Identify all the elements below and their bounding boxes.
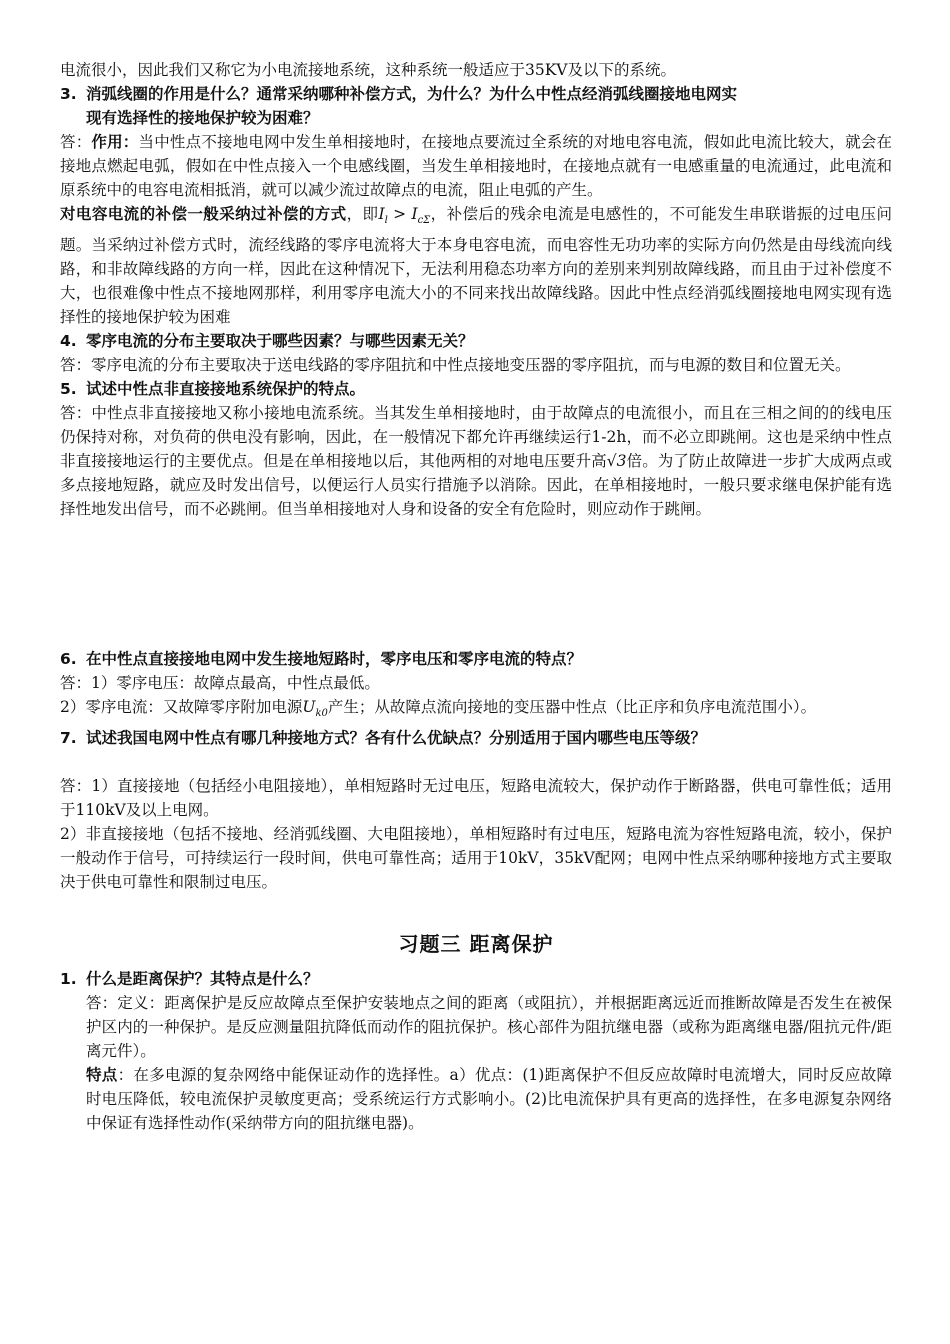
document-page xyxy=(60,58,892,1135)
question-text: 什么是距离保护？其特点是什么？ xyxy=(86,970,319,989)
compensation-text: ，补偿后的残余电流是电感性的，不可能发生串联谐振的过电压问题。当采纳过补偿方式时，流经线路的零序电流将大于本身电容电流，而电容性无功功率的实际方向仍然是由母线流向线路，和非故障线路的方向一样，因此在这种情况下，无法利用稳态功率方向的差别来判别故障线路，而且由于过补偿度不大，也很难像中性点不接地网那样，利用零序电流大小的不同来找出故障线路。因此中性点经消弧线圈接地电网实现有选择性的接地保护较为困难 xyxy=(60,205,892,327)
compensation-mid: ，即 xyxy=(346,205,379,223)
answer-text-b: 倍。为了防止故障进一步扩大成两点或多点接地短路，就应及时发出信号，以便运行人员实行措施予以消除。因此，在单相接地时，一般只要求继电保护能有选择性地发出信号，而不必跳闸。但当单相接地对人身和设备的安全有危险时，则应动作于跳闸。 xyxy=(60,452,892,519)
section-question-1 xyxy=(60,967,892,991)
answer-6-line1: 答：1）零序电压：故障点最高，中性点最低。 xyxy=(60,674,380,693)
answer-7-line2: 2）非直接接地（包括不接地、经消弧线圈、大电阻接地），单相短路时有过电压，短路电流为容性短路电流，较小，保护一般动作于信号，可持续运行一段时间，供电可靠性高；适用于10kV，35kV配网；电网中性点采纳哪种接地方式主要取决于供电可靠性和限制过电压。 xyxy=(60,825,892,892)
sqrt-three: √3 xyxy=(606,452,627,471)
intro-text: 电流很小，因此我们又称它为小电流接地系统，这种系统一般适应于35KV及以下的系统。 xyxy=(60,61,676,79)
formula-operator: > xyxy=(387,205,412,223)
features-bold-label: 特点 xyxy=(86,1066,118,1085)
question-text: 试述中性点非直接接地系统保护的特点。 xyxy=(86,380,366,399)
question-4 xyxy=(60,329,892,353)
question-text-line1: 消弧线圈的作用是什么？通常采纳哪种补偿方式，为什么？为什么中性点经消弧线圈接地电网实 xyxy=(86,85,738,103)
question-7 xyxy=(60,726,892,750)
question-6 xyxy=(60,647,892,671)
formula-uk0 xyxy=(302,698,328,720)
answer-text-a: 2）零序电流：又故障零序附加电源 xyxy=(60,698,303,717)
answer-definition: 答：定义：距离保护是反应故障点至保护安装地点之间的距离（或阻抗），并根据距离远近而推断故障是否发生在被保护区内的一种保护。是反应测量阻抗降低而动作的阻抗保护。核心部件为阻抗继电器（或称为距离继电器/阻抗元件/距离元件）。 xyxy=(86,994,892,1061)
answer-text-a: 答：中性点非直接接地又称小接地电流系统。当其发生单相接地时，由于故障点的电流很小，而且在三相之间的的线电压仍保持对称，对负荷的供电没有影响，因此，在一般情况下都允许再继续运行1-2h，而不必立即跳闸。这也是采纳中性点非直接接地运行的主要优点。但是在单相接地以后，其他两相的对地电压要升高 xyxy=(60,404,892,471)
question-number: 4. xyxy=(60,332,77,351)
answer-3-paragraph-1 xyxy=(60,130,892,202)
question-3 xyxy=(60,82,892,130)
formula-symbol: U xyxy=(302,698,316,717)
question-text-line2: 现有选择性的接地保护较为困难？ xyxy=(86,109,319,127)
formula-subscript: k0 xyxy=(315,708,328,720)
compensation-bold: 对电容电流的补偿一般采纳过补偿的方式 xyxy=(60,205,347,223)
formula-symbol: I xyxy=(411,205,418,223)
formula-il-gt-ic xyxy=(378,205,431,227)
answer-prefix: 答： xyxy=(60,133,92,151)
blank-space xyxy=(60,521,892,647)
question-number: 5. xyxy=(60,380,77,399)
answer-3-paragraph-2 xyxy=(60,202,892,329)
question-text: 在中性点直接接地电网中发生接地短路时，零序电压和零序电流的特点？ xyxy=(86,650,583,669)
question-5 xyxy=(60,377,892,401)
answer-5 xyxy=(60,401,892,521)
blank-line xyxy=(60,750,892,774)
answer-7-line1: 答：1）直接接地（包括经小电阻接地），单相短路时无过电压，短路电流较大，保护动作于断路器，供电可靠性低；适用于110kV及以上电网。 xyxy=(60,777,892,820)
formula-subscript: cΣ xyxy=(417,215,431,227)
formula-subscript: l xyxy=(384,215,388,227)
question-number: 6. xyxy=(60,650,77,669)
answer-4: 答：零序电流的分布主要取决于送电线路的零序阻抗和中性点接地变压器的零序阻抗，而与电源的数目和位置无关。 xyxy=(60,356,851,375)
section-title: 习题三 距离保护 xyxy=(398,932,554,957)
question-number: 1. xyxy=(60,970,77,989)
features-text: ：在多电源的复杂网络中能保证动作的选择性。a）优点：(1)距离保护不但反应故障时电流增大，同时反应故障时电压降低，较电流保护灵敏度更高；受系统运行方式影响小。(2)比电流保护具有更高的选择性，在多电源复杂网络中保证有选择性动作(采纳带方向的阻抗继电器)。 xyxy=(86,1066,892,1133)
answer-6-line2 xyxy=(60,695,892,726)
formula-symbol: I xyxy=(378,205,385,223)
question-text: 零序电流的分布主要取决于哪些因素？与哪些因素无关？ xyxy=(86,332,474,351)
answer-text-b: 产生；从故障点流向接地的变压器中性点（比正序和负序电流范围小）。 xyxy=(327,698,817,717)
answer-text: 当中性点不接地电网中发生单相接地时，在接地点要流过全系统的对地电容电流，假如此电流比较大，就会在接地点燃起电弧，假如在中性点接入一个电感线圈，当发生单相接地时，在接地点就有一电感重量的电流通过，此电流和原系统中的电容电流相抵消，就可以减少流过故障点的电流，阻止电弧的产生。 xyxy=(60,133,892,199)
question-number: 7. xyxy=(60,729,77,748)
question-text: 试述我国电网中性点有哪几种接地方式？各有什么优缺点？分别适用于国内哪些电压等级？ xyxy=(86,729,707,748)
question-number: 3. xyxy=(60,85,77,103)
answer-bold-label: 作用： xyxy=(91,133,139,151)
answer-features xyxy=(60,1063,892,1135)
